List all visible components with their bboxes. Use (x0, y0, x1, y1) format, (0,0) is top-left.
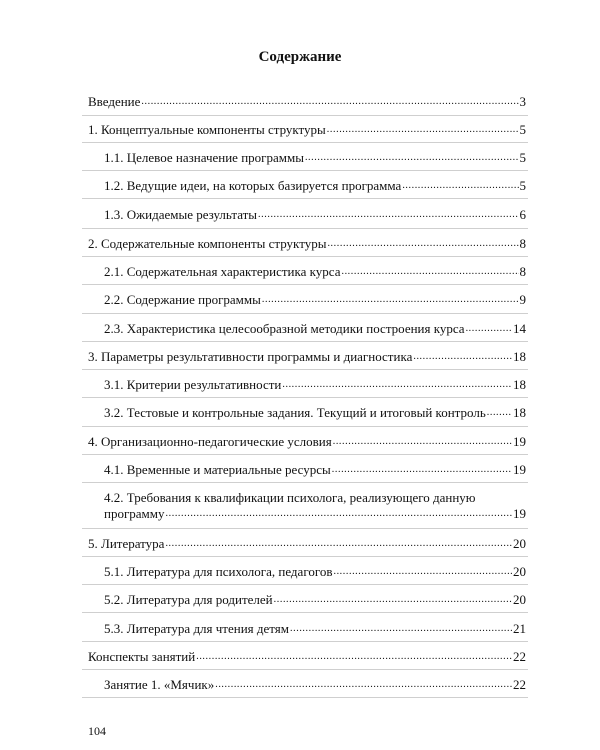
toc-entry-title: 1.3. Ожидаемые результаты (104, 207, 258, 222)
toc-leader-dots (305, 148, 519, 166)
toc-entry-page: 5 (519, 150, 526, 165)
toc-entry-section-5[interactable] (88, 536, 526, 554)
toc-entry-page: 14 (513, 321, 526, 336)
toc-entry-section-2-1[interactable] (104, 264, 526, 282)
toc-entry-title: Конспекты занятий (88, 649, 196, 664)
toc-separator (82, 397, 528, 398)
toc-entry-section-4[interactable] (88, 434, 526, 452)
toc-leader-dots (274, 590, 512, 608)
toc-leader-dots (215, 675, 512, 693)
toc-entry-page: 18 (513, 377, 526, 392)
toc-entry-title: 3.2. Тестовые и контрольные задания. Текущий и итоговый контроль (104, 405, 486, 420)
toc-leader-dots (165, 534, 512, 552)
toc-entry-title: 1.2. Ведущие идеи, на которых базируется программа (104, 178, 402, 193)
toc-entry-title: 5.1. Литература для психолога, педагогов (104, 564, 333, 579)
toc-entry-page: 3 (519, 94, 526, 109)
toc-entry-title: 3.1. Критерии результативности (104, 377, 282, 392)
toc-entry-page: 21 (513, 621, 526, 636)
toc-entry-page: 6 (519, 207, 526, 222)
toc-entry-section-1[interactable] (88, 122, 526, 140)
toc-entry-title: 5.3. Литература для чтения детям (104, 621, 290, 636)
toc-leader-dots (262, 290, 519, 308)
toc-separator (82, 228, 528, 229)
toc-entry-lesson-1[interactable] (104, 677, 526, 695)
toc-entry-title: 1. Концептуальные компоненты структуры (88, 122, 326, 137)
toc-leader-dots (258, 205, 518, 223)
toc-leader-dots (333, 432, 512, 450)
toc-entry-page: 5 (519, 178, 526, 193)
toc-entry-title: 3. Параметры результативности программы и диагностика (88, 349, 413, 364)
toc-separator (82, 170, 528, 171)
toc-entry-page: 8 (519, 264, 526, 279)
toc-entry-page: 19 (513, 506, 526, 521)
toc-separator (82, 284, 528, 285)
toc-entry-section-3-2[interactable] (104, 405, 526, 423)
toc-entry-title: 4. Организационно-педагогические условия (88, 434, 332, 449)
toc-separator (82, 313, 528, 314)
toc-entry-page: 9 (519, 292, 526, 307)
toc-separator (82, 115, 528, 116)
toc-entry-title: 1.1. Целевое назначение программы (104, 150, 304, 165)
toc-leader-dots (166, 504, 512, 522)
toc-separator (82, 454, 528, 455)
toc-entry-section-5-1[interactable] (104, 564, 526, 582)
toc-separator (82, 369, 528, 370)
toc-separator (82, 669, 528, 670)
toc-entry-section-3-1[interactable] (104, 377, 526, 395)
toc-entry-page: 22 (513, 649, 526, 664)
toc-entry-page: 18 (513, 349, 526, 364)
toc-entry-section-2-3[interactable] (104, 321, 526, 339)
toc-entry-section-2-2[interactable] (104, 292, 526, 310)
toc-entry-section-1-2[interactable] (104, 178, 526, 196)
toc-leader-dots (196, 647, 512, 665)
toc-leader-dots (333, 562, 512, 580)
page-number: 104 (88, 724, 106, 738)
toc-entry-title: 2. Содержательные компоненты структуры (88, 236, 327, 251)
toc-entry-title: 2.2. Содержание программы (104, 292, 261, 307)
toc-entry-title: Занятие 1. «Мячик» (104, 677, 215, 692)
toc-separator (82, 697, 528, 698)
toc-entry-section-5-2[interactable] (104, 592, 526, 610)
toc-entry-title-line1: 4.2. Требования к квалификации психолога, реализующего данную (104, 490, 476, 505)
toc-leader-dots (332, 460, 512, 478)
toc-separator (82, 341, 528, 342)
toc-entry-section-3[interactable] (88, 349, 526, 367)
toc-entry-introduction[interactable] (88, 94, 526, 112)
toc-entry-section-1-1[interactable] (104, 150, 526, 168)
toc-entry-section-5-3[interactable] (104, 621, 526, 639)
toc-leader-dots (290, 619, 512, 637)
toc-separator (82, 142, 528, 143)
toc-entry-page: 20 (513, 564, 526, 579)
toc-leader-dots (487, 403, 512, 421)
toc-separator (82, 426, 528, 427)
toc-entry-page: 20 (513, 592, 526, 607)
toc-entry-page: 8 (519, 236, 526, 251)
toc-entry-section-1-3[interactable] (104, 207, 526, 225)
toc-separator (82, 256, 528, 257)
toc-entry-lesson-notes[interactable] (88, 649, 526, 667)
toc-leader-dots (341, 262, 518, 280)
toc-entry-page: 20 (513, 536, 526, 551)
toc-entry-section-2[interactable] (88, 236, 526, 254)
toc-entry-section-4-1[interactable] (104, 462, 526, 480)
toc-leader-dots (282, 375, 512, 393)
toc-separator (82, 482, 528, 483)
toc-entry-title: 2.1. Содержательная характеристика курса (104, 264, 341, 279)
toc-entry-section-4-2[interactable] (104, 490, 526, 524)
toc-entry-page: 19 (513, 434, 526, 449)
toc-entry-title: 2.3. Характеристика целесообразной методики построения курса (104, 321, 465, 336)
toc-entry-title: программу (104, 506, 165, 521)
toc-separator (82, 528, 528, 529)
toc-separator (82, 612, 528, 613)
toc-leader-dots (141, 92, 518, 110)
toc-entry-page: 18 (513, 405, 526, 420)
toc-separator (82, 584, 528, 585)
toc-leader-dots (327, 234, 518, 252)
toc-leader-dots (327, 120, 519, 138)
toc-entry-title: 5. Литература (88, 536, 165, 551)
toc-entry-title: Введение (88, 94, 141, 109)
toc-separator (82, 641, 528, 642)
toc-entry-page: 19 (513, 462, 526, 477)
toc-separator (82, 198, 528, 199)
toc-leader-dots (402, 176, 518, 194)
toc-entry-page: 22 (513, 677, 526, 692)
toc-leader-dots (466, 319, 512, 337)
toc-entry-title: 5.2. Литература для родителей (104, 592, 273, 607)
toc-entry-page: 5 (519, 122, 526, 137)
toc-entry-title: 4.1. Временные и материальные ресурсы (104, 462, 331, 477)
page-title: Содержание (258, 49, 342, 65)
toc-separator (82, 556, 528, 557)
toc-leader-dots (413, 347, 512, 365)
